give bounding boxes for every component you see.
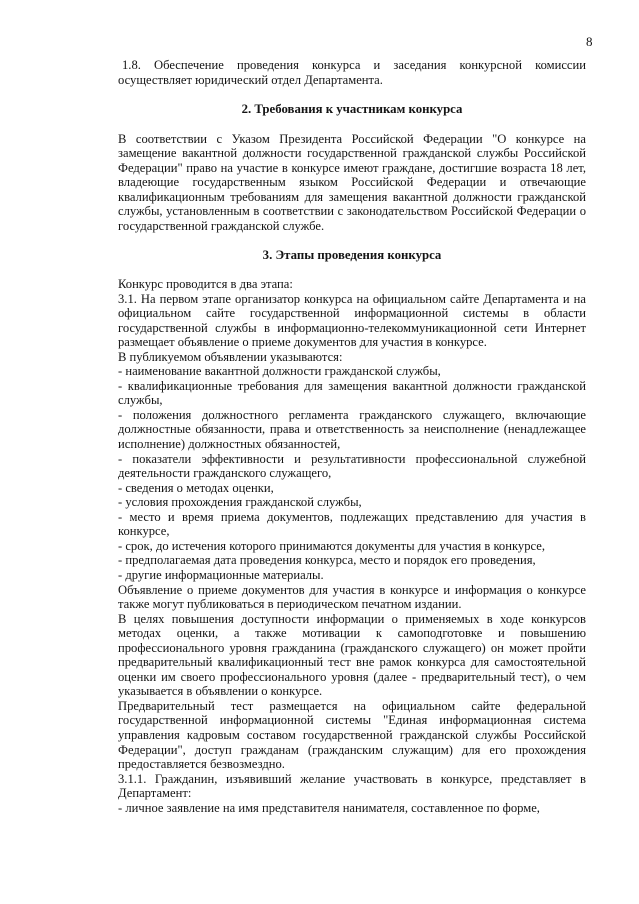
paragraph: Конкурс проводится в два этапа: bbox=[118, 277, 293, 292]
paragraph-1-8: 1.8. Обеспечение проведения конкурса и заседания конкурсной комиссии осуществляет юридический отдел Департамента. bbox=[118, 58, 586, 87]
section-2-heading: 2. Требования к участникам конкурса bbox=[241, 102, 463, 117]
list-item: - место и время приема документов, подлежащих представлению для участия в конкурсе, bbox=[118, 509, 586, 539]
document-body bbox=[118, 58, 586, 815]
list-item: - условия прохождения гражданской службы, bbox=[118, 495, 362, 510]
paragraph: 3.1. На первом этапе организатор конкурса на официальном сайте Департамента и на официальном сайте государственной информационной системы в области государственной службы в информационно-телекоммуникационной сети Интернет размещает объявление о приеме документов для участия в конкурсе. bbox=[118, 291, 586, 350]
list-item: - предполагаемая дата проведения конкурса, место и порядок его проведения, bbox=[118, 553, 536, 568]
list-item: - личное заявление на имя представителя нанимателя, составленное по форме, bbox=[118, 800, 540, 815]
list-item: - другие информационные материалы. bbox=[118, 567, 324, 582]
list-item: - показатели эффективности и результативности профессиональной служебной деятельности гражданского служащего, bbox=[118, 451, 586, 481]
paragraph: В публикуемом объявлении указываются: bbox=[118, 349, 343, 364]
list-item: - срок, до истечения которого принимаются документы для участия в конкурсе, bbox=[118, 538, 545, 553]
paragraph: Объявление о приеме документов для участия в конкурсе и информация о конкурсе также могут публиковаться в периодическом печатном издании. bbox=[118, 582, 586, 612]
section-3-heading: 3. Этапы проведения конкурса bbox=[262, 248, 442, 263]
paragraph: Предварительный тест размещается на официальном сайте федеральной государственной информационной системы "Единая информационная система управления кадровым составом государственной гражданской службы Российской Федерации", доступ гражданам (гражданским служащим) для его прохождения предоставляется безвозмездно. bbox=[118, 698, 586, 772]
list-item: - сведения о методах оценки, bbox=[118, 480, 274, 495]
list-item: - положения должностного регламента гражданского служащего, включающие должностные обязанности, права и ответственность за неисполнение (ненадлежащее исполнение) должностных обязанностей, bbox=[118, 407, 586, 452]
list-item: - наименование вакантной должности гражданской службы, bbox=[118, 364, 441, 379]
list-item: - квалификационные требования для замещения вакантной должности гражданской службы, bbox=[118, 378, 586, 408]
section-2-text: В соответствии с Указом Президента Российской Федерации "О конкурсе на замещение вакантной должности государственной гражданской службы Российской Федерации" право на участие в конкурсе имеют граждане, достигшие возраста 18 лет, владеющие государственным языком Российской Федерации и отвечающие квалификационным требованиям для замещения вакантной должности гражданской службы, установленным в соответствии с законодательством Российской Федерации о государственной гражданской службе. bbox=[118, 131, 586, 233]
paragraph: В целях повышения доступности информации о применяемых в ходе конкурсов методах оценки, а также мотивации к самоподготовке и повышению профессионального уровня гражданина (гражданского служащего) он может пройти предварительный квалификационный тест вне рамок конкурса для самостоятельной оценки им своего профессионального уровня (далее - предварительный тест), о чем указывается в объявлении о конкурсе. bbox=[118, 611, 586, 699]
paragraph: 3.1.1. Гражданин, изъявивший желание участвовать в конкурсе, представляет в Департамент: bbox=[118, 771, 586, 801]
page-number: 8 bbox=[586, 34, 593, 49]
